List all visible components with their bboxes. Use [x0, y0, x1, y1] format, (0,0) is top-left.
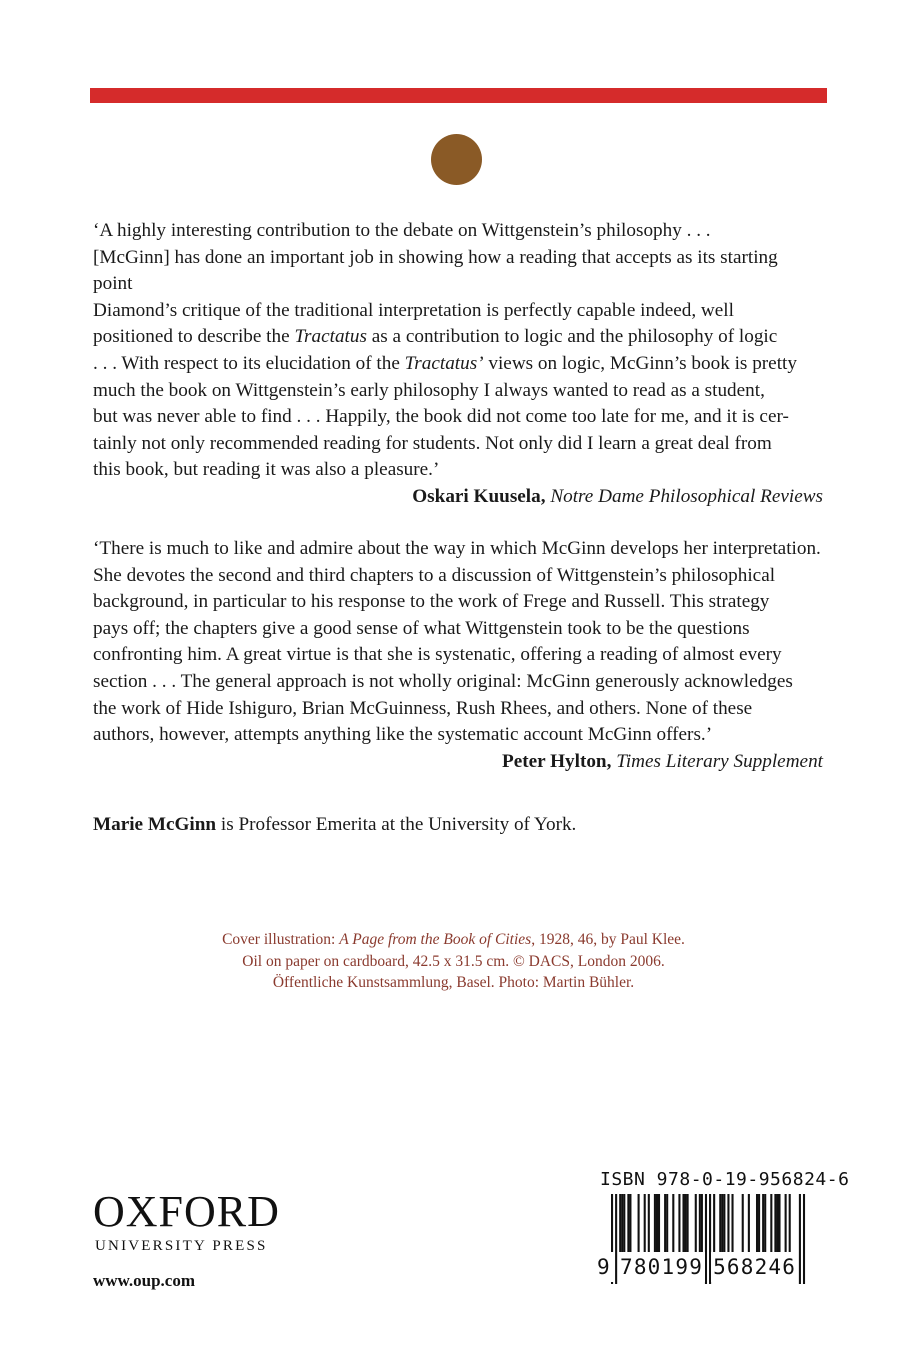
- review-line: ‘A highly interesting contribution to the debate on Wittgenstein’s philosophy . . .: [93, 220, 711, 241]
- review-line: authors, however, attempts anything like the systematic account McGinn offers.’: [93, 724, 713, 746]
- review-hylton: [93, 536, 823, 775]
- review-line: confronting him. A great virtue is that she is systenatic, offering a reading of almost every: [93, 644, 782, 666]
- barcode-bar: [756, 1194, 758, 1256]
- barcode-bar: [695, 1194, 697, 1256]
- publisher-subname: UNIVERSITY PRESS: [95, 1238, 268, 1254]
- review-source: Notre Dame Philosophical Reviews: [550, 485, 823, 507]
- barcode-bar: [627, 1194, 629, 1256]
- barcode-digits: 9 780199 568246: [597, 1252, 809, 1282]
- review-line: section . . . The general approach is not wholly original: McGinn generously acknowledges: [93, 670, 793, 692]
- barcode-bar: [758, 1194, 760, 1256]
- barcode-bar: [678, 1194, 680, 1256]
- review-line: the work of Hide Ishiguro, Brian McGuinness, Rush Rhees, and others. None of these: [93, 697, 753, 719]
- author-name: Marie McGinn: [93, 814, 217, 835]
- review-line: pays off; the chapters give a good sense of what Wittgenstein took to be the questions: [93, 617, 750, 639]
- review-line: this book, but reading it was also a pleasure.’: [93, 459, 440, 481]
- barcode-bar: [638, 1194, 640, 1256]
- credit-line: Oil on paper on cardboard, 42.5 x 31.5 cm. © DACS, London 2006.: [242, 952, 665, 970]
- review-line: ‘There is much to like and admire about the way in which McGinn develops her interpretation.: [93, 538, 821, 559]
- review-line: . . . With respect to its elucidation of the Tractatus’ views on logic, McGinn’s book is pretty: [93, 352, 797, 374]
- barcode-bar: [748, 1194, 750, 1256]
- review-line: but was never able to find . . . Happily, the book did not come too late for me, and it is cer-: [93, 406, 789, 428]
- barcode-bar: [658, 1194, 660, 1256]
- barcode-bar: [774, 1194, 776, 1256]
- reviewer-name: Oskari Kuusela,: [412, 485, 546, 507]
- barcode-bar: [699, 1194, 701, 1256]
- barcode-bar: [621, 1194, 623, 1256]
- barcode-bar: [727, 1194, 729, 1256]
- review-source: Times Literary Supplement: [616, 750, 823, 772]
- barcode-bar: [629, 1194, 631, 1256]
- brown-circle-ornament: [431, 134, 482, 185]
- cover-credit: [0, 929, 907, 994]
- barcode-bar: [656, 1194, 658, 1256]
- barcode-bar: [701, 1194, 703, 1256]
- barcode-bar: [721, 1194, 723, 1256]
- barcode-bar: [672, 1194, 674, 1256]
- review-line: point: [93, 273, 133, 295]
- review-line: background, in particular to his response to the work of Frege and Russell. This strategy: [93, 591, 770, 613]
- publisher-website[interactable]: www.oup.com: [93, 1271, 196, 1290]
- barcode-bar: [648, 1194, 650, 1256]
- review-attribution: [93, 484, 823, 511]
- barcode-bar: [685, 1194, 687, 1256]
- credit-line: Cover illustration: A Page from the Book of Cities, 1928, 46, by Paul Klee.: [222, 931, 685, 948]
- barcode-bar: [713, 1194, 715, 1256]
- barcode-bar: [776, 1194, 778, 1256]
- review-line: positioned to describe the Tractatus as a contribution to logic and the philosophy of logic: [93, 326, 778, 348]
- barcode-bar: [644, 1194, 646, 1256]
- author-bio: Marie McGinn is Professor Emerita at the University of York.: [93, 814, 577, 835]
- barcode-bar: [762, 1194, 764, 1256]
- review-attribution: [93, 749, 823, 776]
- barcode-bar: [664, 1194, 666, 1256]
- barcode-bar: [682, 1194, 684, 1256]
- review-line: much the book on Wittgenstein’s early philosophy I always wanted to read as a student,: [93, 379, 765, 401]
- publisher-logo: OXFORD: [93, 1187, 280, 1236]
- review-line: [McGinn] has done an important job in showing how a reading that accepts as its starting: [93, 246, 778, 268]
- review-line: tainly not only recommended reading for students. Not only did I learn a great deal from: [93, 432, 772, 454]
- barcode-bar: [770, 1194, 772, 1256]
- top-red-bar: [90, 88, 827, 103]
- barcode-bar: [742, 1194, 744, 1256]
- review-line: She devotes the second and third chapters to a discussion of Wittgenstein’s philosophical: [93, 564, 776, 586]
- barcode-bar: [623, 1194, 625, 1256]
- review-kuusela: [93, 218, 823, 511]
- barcode-bar: [731, 1194, 733, 1256]
- barcode-bar: [654, 1194, 656, 1256]
- barcode-bar: [619, 1194, 621, 1256]
- barcode-bar: [723, 1194, 725, 1256]
- barcode-bar: [785, 1194, 787, 1256]
- isbn-label: ISBN 978-0-19-956824-6: [600, 1169, 850, 1190]
- barcode-bar: [687, 1194, 689, 1256]
- barcode-bar: [719, 1194, 721, 1256]
- barcode-bar: [778, 1194, 780, 1256]
- review-line: Diamond’s critique of the traditional interpretation is perfectly capable indeed, well: [93, 299, 734, 321]
- credit-line: Öffentliche Kunstsammlung, Basel. Photo: Martin Bühler.: [272, 974, 635, 991]
- barcode-bar: [789, 1194, 791, 1256]
- barcode-bar: [666, 1194, 668, 1256]
- reviewer-name: Peter Hylton,: [501, 750, 612, 772]
- barcode-bar: [764, 1194, 766, 1256]
